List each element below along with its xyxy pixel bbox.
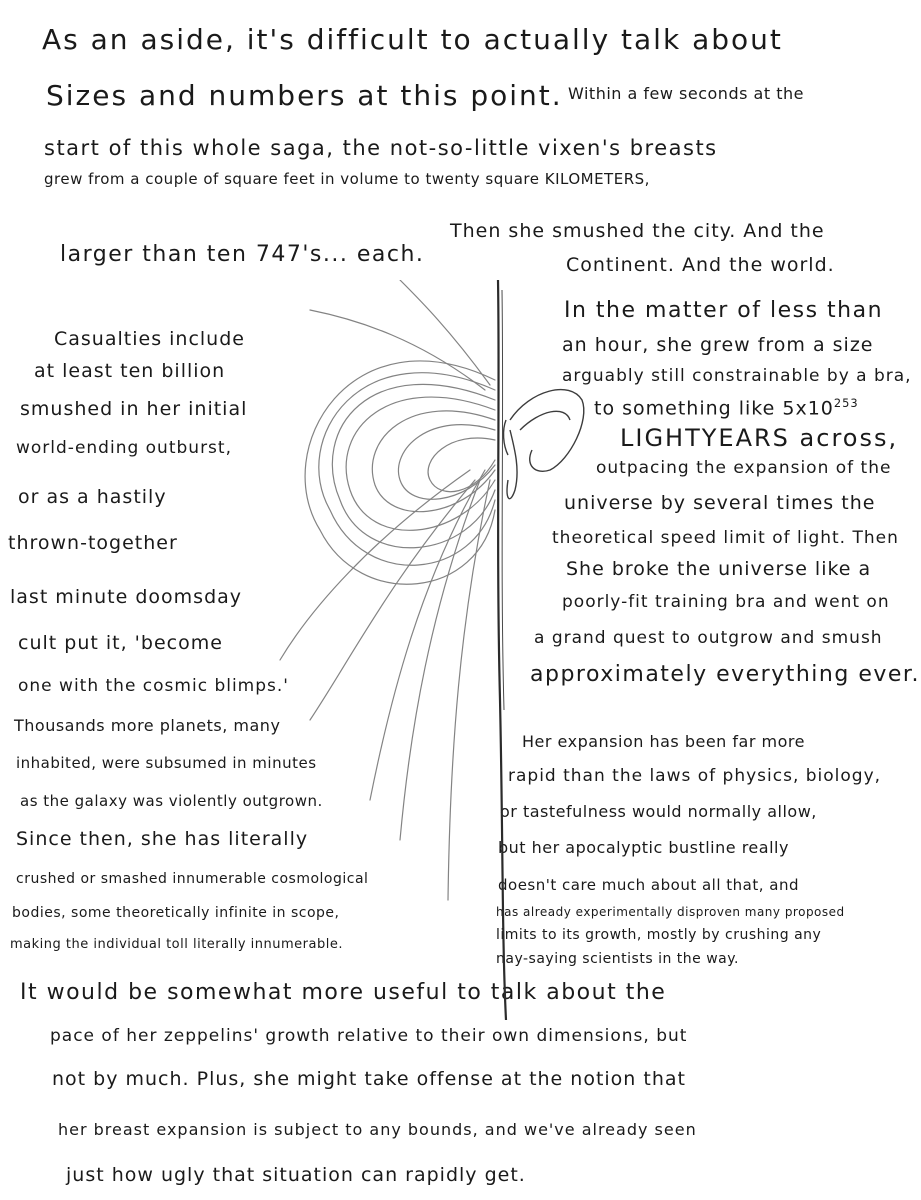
left-line-16: making the individual toll literally innumerable. <box>10 937 343 952</box>
pencil-sketch-illustration <box>270 280 600 1020</box>
fox-figure-sketch <box>504 390 584 499</box>
right-line-6 <box>594 398 859 418</box>
left-line-3: smushed in her initial <box>20 398 248 420</box>
right-line-11: She broke the universe like a <box>566 558 872 580</box>
left-line-9: one with the cosmic blimps.' <box>18 676 289 696</box>
right-line-14: approximately everything ever. <box>530 662 920 687</box>
right-lower-line-7: limits to its growth, mostly by crushing any <box>496 927 822 943</box>
left-line-11: inhabited, were subsumed in minutes <box>16 754 317 772</box>
right-line-13: a grand quest to outgrow and smush <box>534 628 883 648</box>
closing-line-2: pace of her zeppelins' growth relative to their own dimensions, but <box>50 1026 688 1046</box>
intro-line-2: Sizes and numbers at this point. <box>46 79 563 112</box>
right-line-5: arguably still constrainable by a bra, <box>562 366 912 386</box>
left-line-14: crushed or smashed innumerable cosmological <box>16 871 369 887</box>
right-line-12: poorly-fit training bra and went on <box>562 592 890 612</box>
left-line-8: cult put it, 'become <box>18 632 223 654</box>
right-lower-line-6: has already experimentally disproven many proposed <box>496 905 845 919</box>
right-line-2: Continent. And the world. <box>566 254 835 276</box>
left-line-5: or as a hastily <box>18 486 167 508</box>
right-line-3: In the matter of less than <box>564 298 884 323</box>
right-lower-line-3: or tastefulness would normally allow, <box>500 802 817 821</box>
closing-line-5: just how ugly that situation can rapidly get. <box>66 1164 526 1186</box>
right-line-4: an hour, she grew from a size <box>562 334 874 356</box>
right-lower-line-2: rapid than the laws of physics, biology, <box>508 766 882 786</box>
right-line-10: theoretical speed limit of light. Then <box>552 528 899 548</box>
left-line-4: world-ending outburst, <box>16 438 232 458</box>
intro-line-4: grew from a couple of square feet in volume to twenty square KILOMETERS, <box>44 170 650 188</box>
left-line-15: bodies, some theoretically infinite in scope, <box>12 905 340 921</box>
sketch-divider-line <box>498 280 506 1020</box>
left-line-1: Casualties include <box>54 328 245 350</box>
size-exponent: 253 <box>833 396 859 410</box>
right-lower-line-8: nay-saying scientists in the way. <box>496 951 739 967</box>
size-text: to something like 5x10 <box>594 397 834 420</box>
closing-line-1: It would be somewhat more useful to talk about the <box>20 980 667 1005</box>
right-lower-line-1: Her expansion has been far more <box>522 732 805 751</box>
intro-line-2-tail: Within a few seconds at the <box>568 84 804 103</box>
right-line-7: LIGHTYEARS across, <box>620 424 899 452</box>
left-line-12: as the galaxy was violently outgrown. <box>20 792 323 810</box>
closing-line-4: her breast expansion is subject to any bounds, and we've already seen <box>58 1120 697 1139</box>
right-line-8: outpacing the expansion of the <box>596 458 892 478</box>
right-lower-line-4: but her apocalyptic bustline really <box>498 838 789 857</box>
intro-line-1: As an aside, it's difficult to actually talk about <box>42 23 783 56</box>
left-line-2: at least ten billion <box>34 360 226 382</box>
left-line-13: Since then, she has literally <box>16 828 309 850</box>
right-lower-line-5: doesn't care much about all that, and <box>498 876 799 894</box>
right-line-1: Then she smushed the city. And the <box>450 220 825 242</box>
intro-line-5: larger than ten 747's... each. <box>60 242 425 267</box>
left-line-7: last minute doomsday <box>10 586 243 608</box>
left-line-6: thrown-together <box>8 532 178 554</box>
right-line-9: universe by several times the <box>564 492 876 514</box>
closing-line-3: not by much. Plus, she might take offense at the notion that <box>52 1068 686 1090</box>
intro-line-3: start of this whole saga, the not-so-little vixen's breasts <box>44 136 718 160</box>
left-line-10: Thousands more planets, many <box>14 716 281 735</box>
